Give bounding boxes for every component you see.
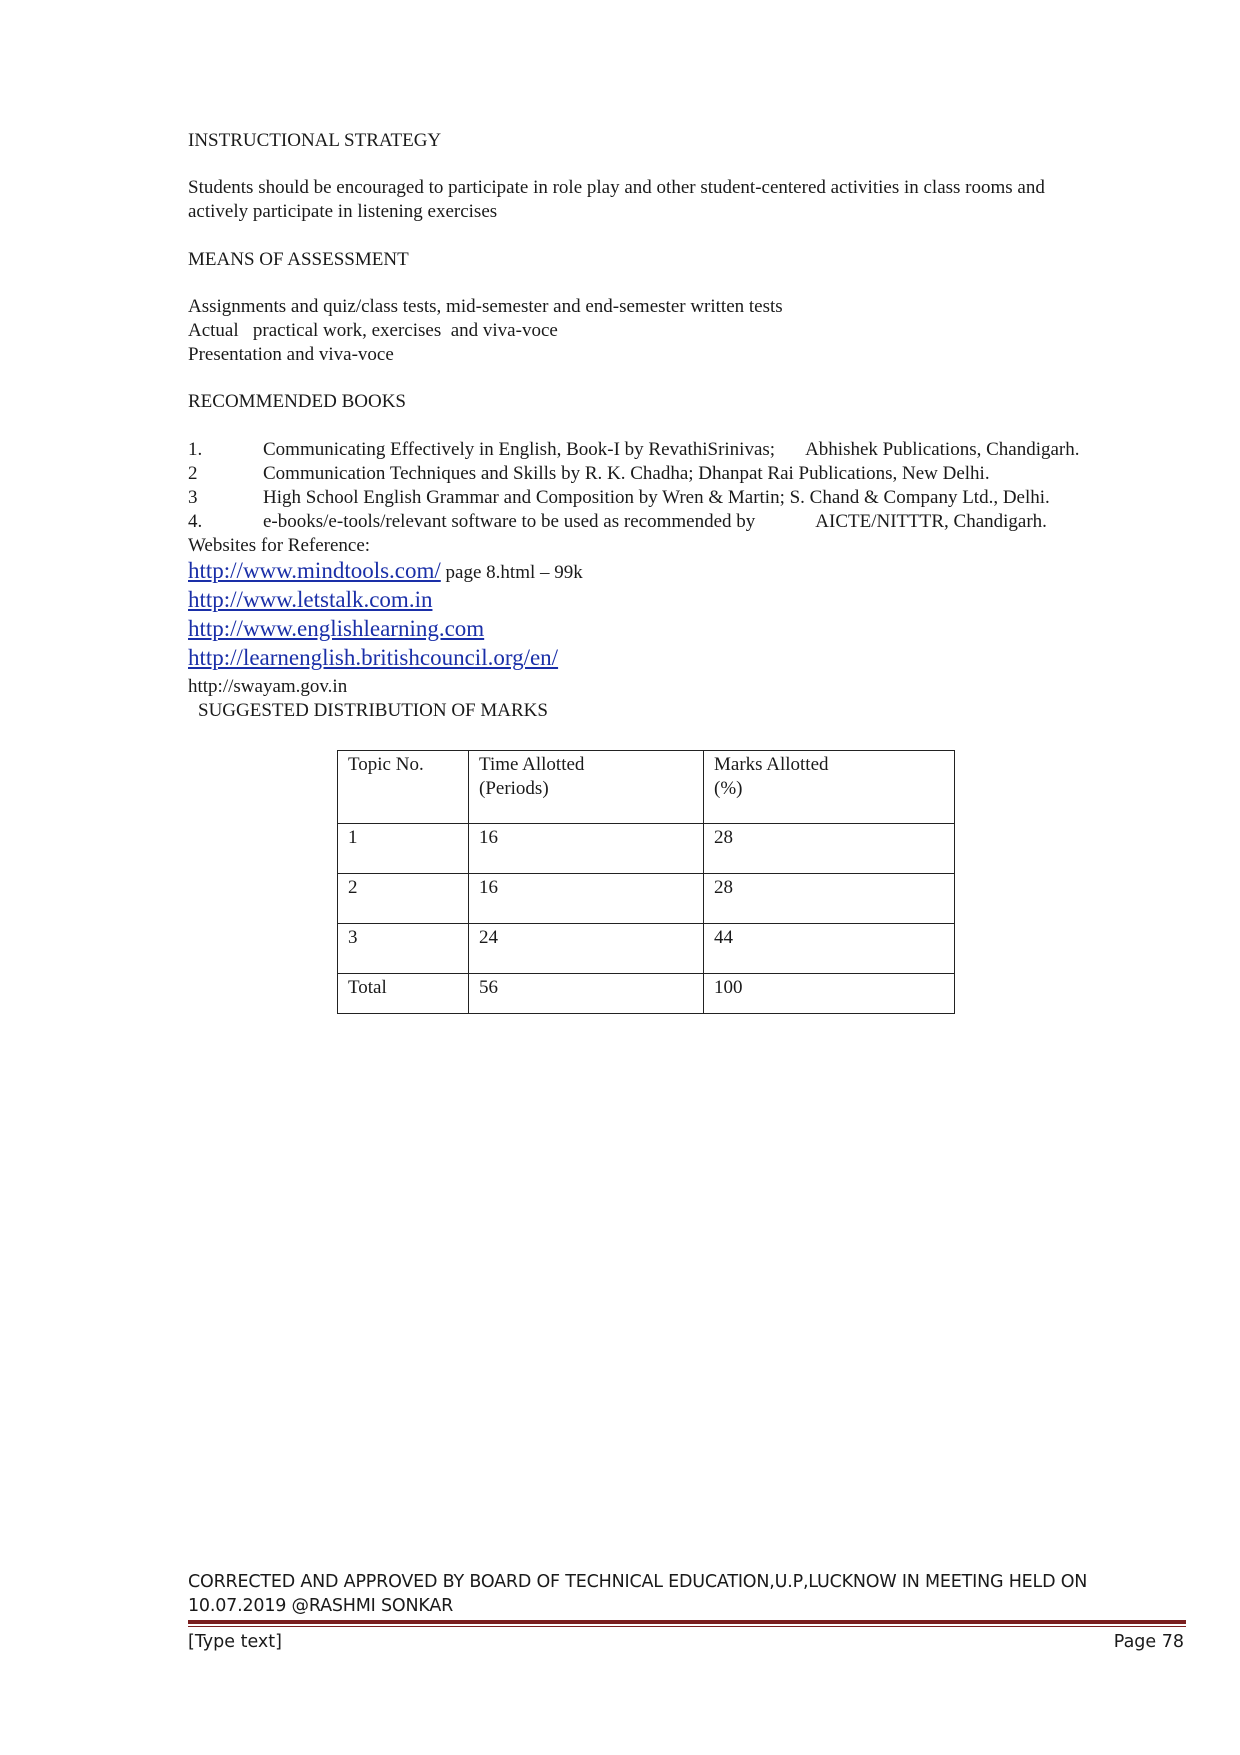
time-cell: 16 <box>469 874 704 924</box>
approval-note-line1: CORRECTED AND APPROVED BY BOARD OF TECHNICAL EDUCATION,U.P,LUCKNOW IN MEETING HELD ON <box>188 1572 1088 1592</box>
header-marks-allotted: Marks Allotted (%) <box>704 751 955 824</box>
topic-cell: Total <box>338 974 469 1014</box>
page-number: Page 78 <box>1113 1632 1184 1652</box>
book-item <box>188 487 1050 509</box>
book-item <box>188 439 1079 461</box>
book-number: 2 <box>188 463 198 484</box>
assessment-item: Presentation and viva-voce <box>188 344 394 365</box>
assessment-item: Actual practical work, exercises and viva-voce <box>188 320 558 341</box>
topic-cell: 1 <box>338 824 469 874</box>
assessment-item: Assignments and quiz/class tests, mid-semester and end-semester written tests <box>188 296 783 317</box>
website-link-row <box>188 645 558 671</box>
book-title: Communication Techniques and Skills by R. K. Chadha; Dhanpat Rai Publications, New Delhi. <box>263 463 990 484</box>
table-header-row <box>338 751 955 824</box>
table-row <box>338 874 955 924</box>
instructional-strategy-heading: INSTRUCTIONAL STRATEGY <box>188 130 442 151</box>
marks-cell: 28 <box>704 874 955 924</box>
book-title: Communicating Effectively in English, Book-I by RevathiSrinivas; <box>263 439 776 460</box>
means-of-assessment-heading: MEANS OF ASSESSMENT <box>188 249 409 270</box>
book-publisher: Abhishek Publications, Chandigarh. <box>805 439 1080 460</box>
website-link-row <box>188 616 484 642</box>
book-title: e-books/e-tools/relevant software to be used as recommended by <box>263 511 756 532</box>
websites-label: Websites for Reference: <box>188 535 371 556</box>
time-cell: 16 <box>469 824 704 874</box>
instructional-strategy-text-line2: actively participate in listening exercises <box>188 201 498 222</box>
marks-distribution-table <box>337 750 955 1014</box>
table-row <box>338 824 955 874</box>
book-number: 4. <box>188 511 203 532</box>
book-title: High School English Grammar and Composition by Wren & Martin; S. Chand & Company Ltd., Delhi. <box>263 487 1050 508</box>
footer-placeholder-text[interactable]: [Type text] <box>188 1632 282 1652</box>
marks-cell: 100 <box>704 974 955 1014</box>
time-cell: 24 <box>469 924 704 974</box>
website-link-mindtools[interactable]: http://www.mindtools.com/ <box>188 558 441 583</box>
marks-cell: 44 <box>704 924 955 974</box>
book-number: 3 <box>188 487 198 508</box>
header-time-allotted: Time Allotted (Periods) <box>469 751 704 824</box>
header-topic-no: Topic No. <box>338 751 469 824</box>
swayam-url: http://swayam.gov.in <box>188 676 348 697</box>
footer-divider-thin <box>188 1626 1186 1627</box>
time-cell: 56 <box>469 974 704 1014</box>
recommended-books-heading: RECOMMENDED BOOKS <box>188 391 406 412</box>
book-number: 1. <box>188 439 203 460</box>
website-link-row <box>188 587 432 613</box>
website-link-row <box>188 558 583 584</box>
book-publisher: AICTE/NITTTR, Chandigarh. <box>815 511 1047 532</box>
book-item <box>188 463 990 485</box>
marks-distribution-heading: SUGGESTED DISTRIBUTION OF MARKS <box>198 700 548 721</box>
table-row <box>338 924 955 974</box>
topic-cell: 2 <box>338 874 469 924</box>
marks-cell: 28 <box>704 824 955 874</box>
topic-cell: 3 <box>338 924 469 974</box>
website-link-letstalk[interactable]: http://www.letstalk.com.in <box>188 587 433 612</box>
table-total-row <box>338 974 955 1014</box>
footer-divider <box>188 1620 1186 1624</box>
approval-note <box>188 1570 1178 1618</box>
instructional-strategy-text-line1: Students should be encouraged to participate in role play and other student-centered activities in class rooms and <box>188 177 1045 198</box>
approval-note-line2: 10.07.2019 @RASHMI SONKAR <box>188 1596 454 1616</box>
website-link-britishcouncil[interactable]: http://learnenglish.britishcouncil.org/en/ <box>188 645 559 670</box>
website-link-suffix: page 8.html – 99k <box>440 562 583 583</box>
website-link-englishlearning[interactable]: http://www.englishlearning.com <box>188 616 485 641</box>
book-item <box>188 511 1047 533</box>
